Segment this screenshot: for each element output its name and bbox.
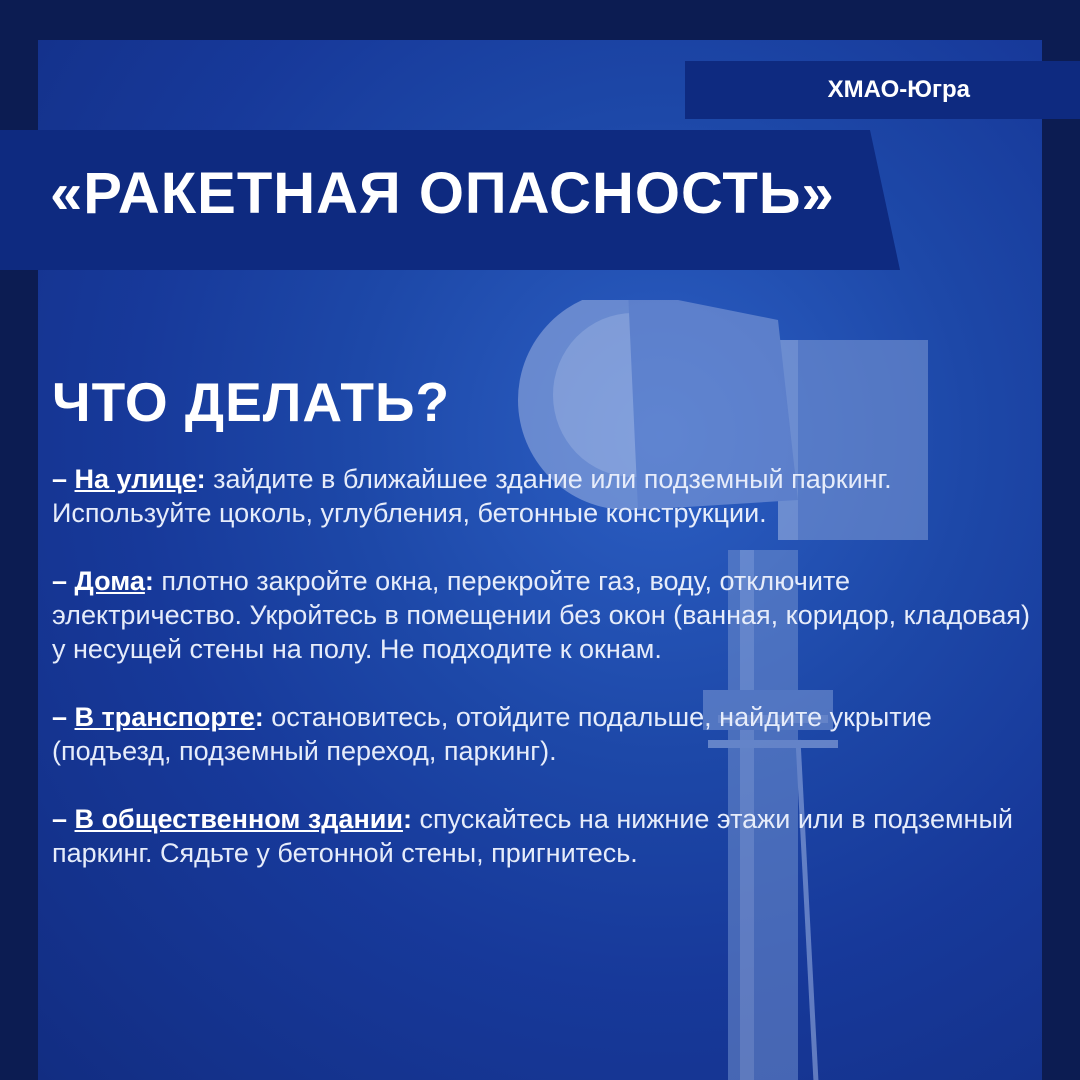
item-dash: – — [52, 702, 75, 732]
item-colon: : — [196, 464, 206, 494]
item-text: остановитесь, отойдите подальше, найдите укрытие (подъезд, подземный переход, паркинг). — [52, 702, 932, 766]
item-text: зайдите в ближайшее здание или подземный паркинг. Используйте цоколь, углубления, бетонные конструкции. — [52, 464, 892, 528]
item-dash: – — [52, 566, 75, 596]
item-text: спускайтесь на нижние этажи или в подземный паркинг. Сядьте у бетонной стены, пригнитесь. — [52, 804, 1013, 868]
item-label: В общественном здании — [74, 804, 403, 834]
page-title: «РАКЕТНАЯ ОПАСНОСТЬ» — [50, 161, 835, 226]
instruction-home — [52, 564, 1042, 666]
item-label: На улице — [74, 464, 197, 494]
item-label: Дома — [74, 566, 145, 596]
region-tag — [685, 61, 1080, 119]
item-colon: : — [402, 804, 412, 834]
item-colon: : — [254, 702, 264, 732]
instruction-public-building — [52, 802, 1042, 870]
instruction-transport — [52, 700, 1042, 768]
instruction-street — [52, 462, 1042, 530]
section-heading: ЧТО ДЕЛАТЬ? — [52, 371, 451, 433]
item-colon: : — [144, 566, 154, 596]
instructions-list — [52, 462, 1042, 904]
item-dash: – — [52, 464, 75, 494]
item-text: плотно закройте окна, перекройте газ, воду, отключите электричество. Укройтесь в помещении без окон (ванная, коридор, кладовая) у несущей стены на полу. Не подходите к окнам. — [52, 566, 1030, 664]
item-dash: – — [52, 804, 75, 834]
item-label: В транспорте — [74, 702, 255, 732]
region-label: ХМАО-Югра — [827, 76, 970, 103]
